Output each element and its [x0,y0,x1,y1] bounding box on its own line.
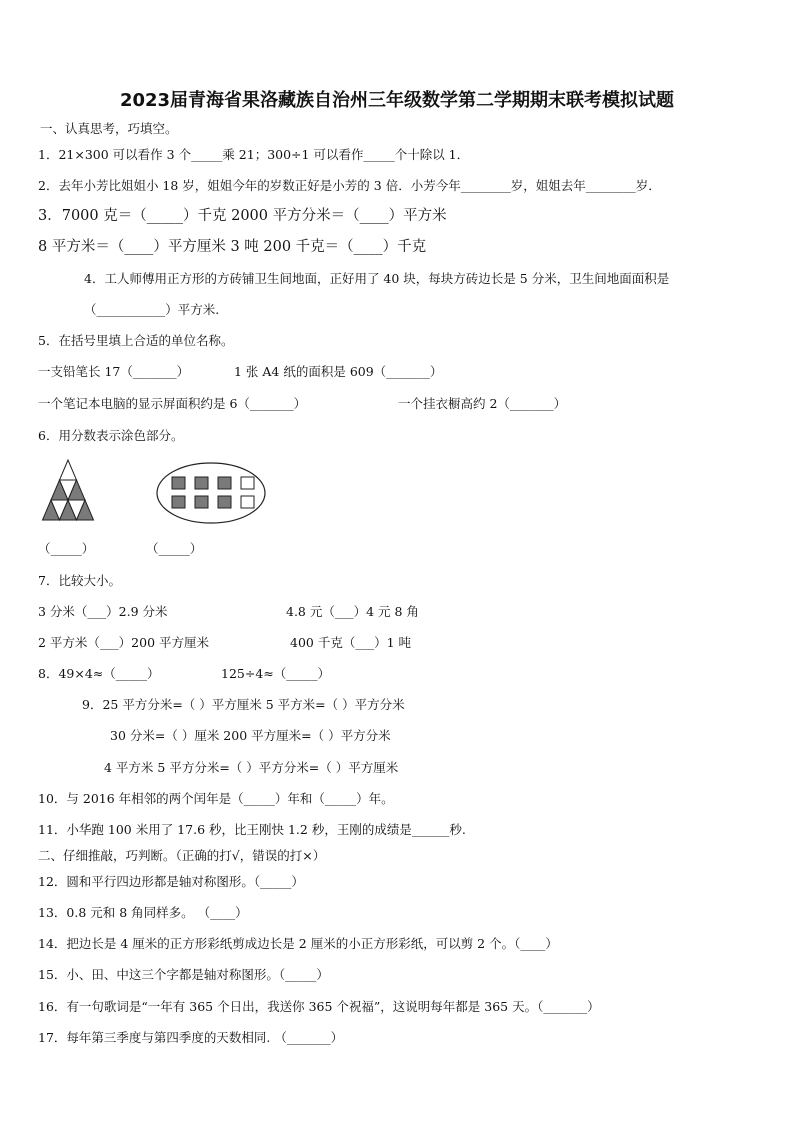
question-7-c: 2 平方米（___）200 平方厘米 [38,635,210,650]
shaded-triangle-figure [40,458,96,524]
question-15: 15．小、田、中这三个字都是轴对称图形。（_____） [38,967,329,982]
question-4-line-1: 4．工人师傅用正方形的方砖铺卫生间地面，正好用了 40 块，每块方砖边长是 5 分米，卫生间地面面积是 [84,271,670,286]
square [195,477,208,489]
question-7: 7．比较大小。 [38,573,121,588]
square [195,496,208,508]
square [241,496,254,508]
question-13: 13．0.8 元和 8 角同样多。 （____） [38,905,248,920]
question-3-line-2: 8 平方米＝（____）平方厘米 3 吨 200 千克＝（____）千克 [38,239,427,255]
question-14: 14．把边长是 4 厘米的正方形彩纸剪成边长是 2 厘米的小正方形彩纸，可以剪 2 个。（____） [38,936,558,951]
question-8-b: 125÷4≈（_____） [221,666,331,681]
section-judge-heading: 二、仔细推敲，巧判断。（正确的打√，错误的打×） [38,848,326,863]
square [172,477,185,489]
question-7-a: 3 分米（___）2.9 分米 [38,604,168,619]
question-6-blank-1: （_____） [38,541,95,556]
question-8-a: 8．49×4≈（_____） [38,666,160,681]
question-3-line-1: 3．7000 克＝（_____）千克 2000 平方分米＝（____）平方米 [38,208,447,224]
question-16: 16．有一句歌词是“一年有 365 个日出，我送你 365 个祝福”，这说明每年都是 365 天。（_______） [38,999,600,1014]
question-6-blank-2: （_____） [146,541,203,556]
question-6: 6．用分数表示涂色部分。 [38,428,184,443]
question-5-a: 一支铅笔长 17（_______） [38,364,190,379]
triangle-piece [60,460,77,480]
question-12: 12．圆和平行四边形都是轴对称图形。（_____） [38,874,304,889]
question-11: 11．小华跑 100 米用了 17.6 秒，比王刚快 1.2 秒，王刚的成绩是______秒. [38,822,466,837]
square [241,477,254,489]
square [218,477,231,489]
question-5-b: 1 张 A4 纸的面积是 609（_______） [234,364,443,379]
question-7-d: 400 千克（___）1 吨 [290,635,412,650]
square [172,496,185,508]
page-title: 2023届青海省果洛藏族自治州三年级数学第二学期期末联考模拟试题 [119,90,675,111]
question-9-line-2: 30 分米=（ ）厘米 200 平方厘米=（ ）平方分米 [110,728,391,743]
question-9-line-1: 9．25 平方分米=（ ）平方厘米 5 平方米=（ ）平方分米 [82,697,405,712]
oval-outline [157,463,265,523]
shaded-squares-oval-figure [155,460,267,526]
question-9-line-3: 4 平方米 5 平方分米=（ ）平方分米=（ ）平方厘米 [104,760,399,775]
question-17: 17．每年第三季度与第四季度的天数相同. （_______） [38,1030,344,1045]
question-7-b: 4.8 元（___）4 元 8 角 [286,604,419,619]
section-fill-blank-heading: 一、认真思考，巧填空。 [40,121,178,136]
question-4-line-2: （___________）平方米. [84,302,220,317]
question-10: 10．与 2016 年相邻的两个闰年是（_____）年和（_____）年。 [38,791,394,806]
question-1: 1．21×300 可以看作 3 个_____乘 21；300÷1 可以看作_____个十除以 1． [38,147,470,162]
question-2: 2．去年小芳比姐姐小 18 岁，姐姐今年的岁数正好是小芳的 3 倍．小芳今年________岁，姐姐去年________岁． [38,178,661,193]
square [218,496,231,508]
question-5: 5．在括号里填上合适的单位名称。 [38,333,234,348]
question-5-d: 一个挂衣橱高约 2（_______） [398,396,567,411]
question-5-c: 一个笔记本电脑的显示屏面积约是 6（_______） [38,396,307,411]
